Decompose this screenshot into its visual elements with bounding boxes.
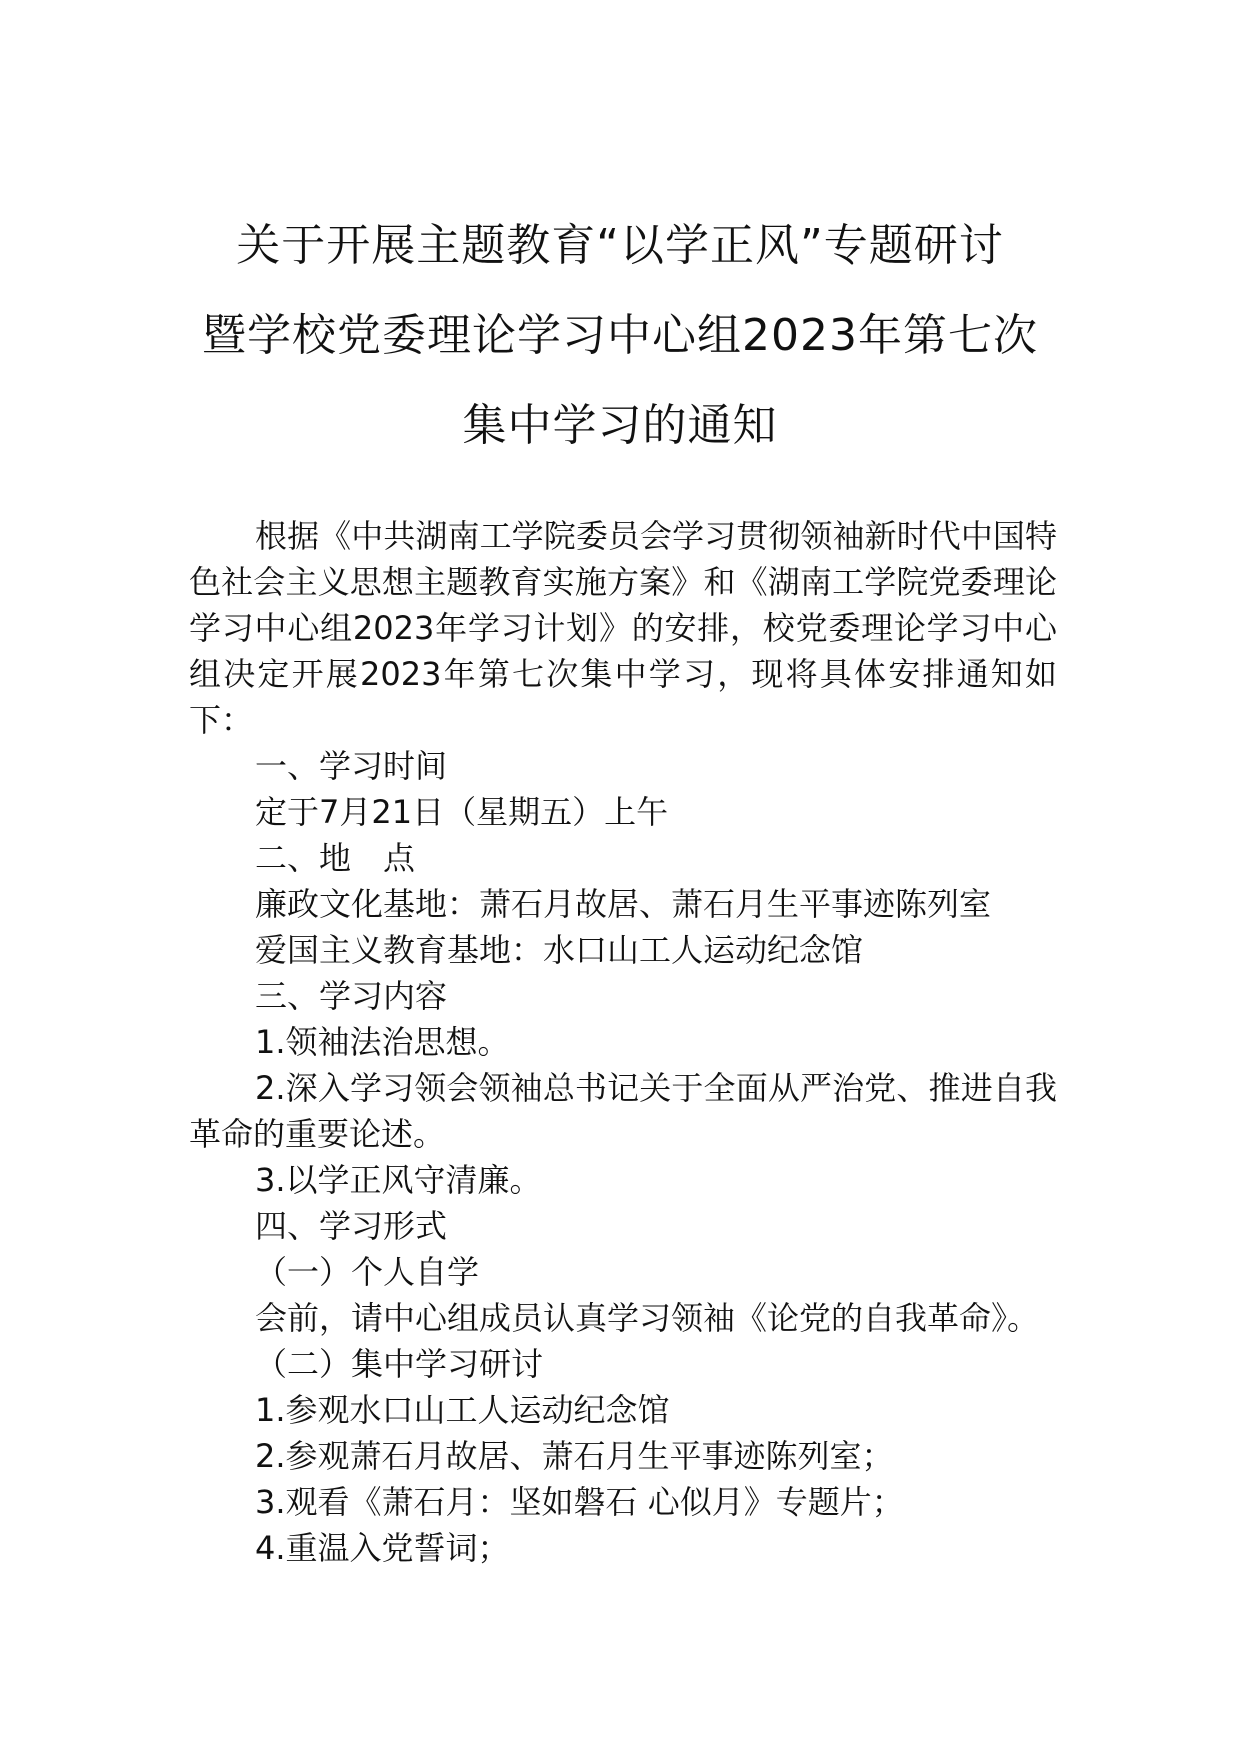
content-item-2: 2.深入学习领会领袖总书记关于全面从严治党、推进自我革命的重要论述。 bbox=[189, 1069, 1057, 1153]
group-study-item-2: 2.参观萧石月故居、萧石月生平事迹陈列室； bbox=[255, 1437, 894, 1475]
study-time-text: 定于7月21日（星期五）上午 bbox=[255, 793, 669, 831]
title-line-1: 关于开展主题教育“以学正风”专题研讨 bbox=[236, 220, 1004, 271]
intro-paragraph: 根据《中共湖南工学院委员会学习贯彻领袖新时代中国特色社会主义思想主题教育实施方案》和《湖南工学院党委理论学习中心组2023年学习计划》的安排，校党委理论学习中心组决定开展2023年第七次集中学习，现将具体安排通知如下： bbox=[189, 517, 1057, 739]
section-heading-location: 二、地 点 bbox=[255, 839, 416, 877]
group-study-item-3: 3.观看《萧石月：坚如磐石 心似月》专题片； bbox=[255, 1483, 904, 1521]
section-heading-content: 三、学习内容 bbox=[255, 977, 448, 1015]
document-body bbox=[189, 513, 1057, 1571]
location-line-2: 爱国主义教育基地：水口山工人运动纪念馆 bbox=[255, 931, 864, 969]
group-study-item-1: 1.参观水口山工人运动纪念馆 bbox=[255, 1391, 670, 1429]
location-line-1: 廉政文化基地：萧石月故居、萧石月生平事迹陈列室 bbox=[255, 885, 992, 923]
content-item-3: 3.以学正风守清廉。 bbox=[255, 1161, 542, 1199]
subsection-heading-group-study: （二）集中学习研讨 bbox=[255, 1345, 544, 1383]
section-heading-time: 一、学习时间 bbox=[255, 747, 448, 785]
title-line-2: 暨学校党委理论学习中心组2023年第七次 bbox=[202, 310, 1038, 361]
group-study-item-4: 4.重温入党誓词； bbox=[255, 1529, 510, 1567]
self-study-text: 会前，请中心组成员认真学习领袖《论党的自我革命》。 bbox=[255, 1299, 1040, 1337]
title-line-3: 集中学习的通知 bbox=[462, 400, 778, 451]
content-item-1: 1.领袖法治思想。 bbox=[255, 1023, 510, 1061]
subsection-heading-self-study: （一）个人自学 bbox=[255, 1253, 480, 1291]
section-heading-format: 四、学习形式 bbox=[255, 1207, 448, 1245]
